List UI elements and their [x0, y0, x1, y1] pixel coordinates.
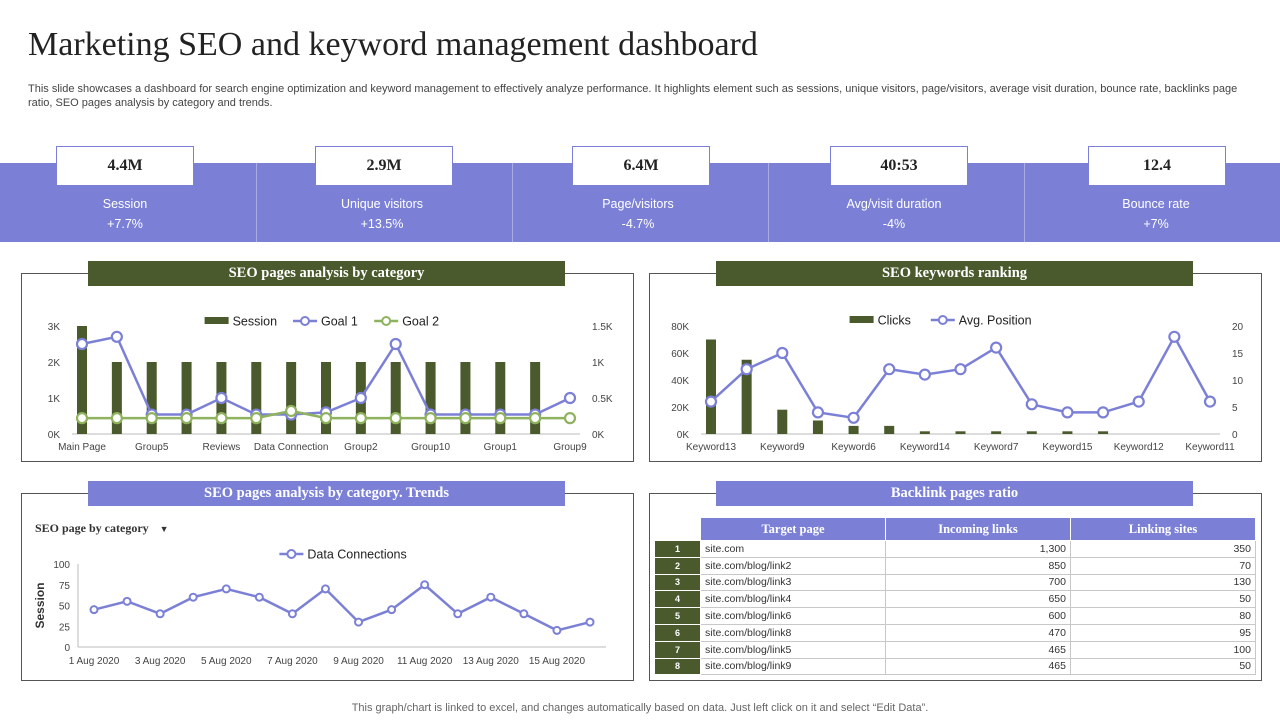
y2-tick-label: 0.5K [592, 394, 613, 405]
data-point [460, 413, 470, 423]
x-tick-label: Group1 [483, 442, 517, 453]
kpi-label: Bounce rate [1122, 197, 1190, 211]
y-tick-label: 80K [671, 322, 689, 333]
kpi-value: 40:53 [830, 146, 968, 186]
legend-swatch [205, 317, 229, 324]
kpi-value: 2.9M [315, 146, 453, 186]
legend-swatch [850, 316, 874, 323]
links-cell: 600 [886, 608, 1071, 625]
kpi-bounce-rate[interactable] [1024, 157, 1280, 242]
x-tick-label: 11 Aug 2020 [396, 656, 453, 667]
page-description: This slide showcases a dashboard for search engine optimization and keyword management to effectively analyze performance. It highlights element such as sessions, unique visitors, page/visitors, average visit duration, bounce rate, backlinks page ratio, SEO pages analysis by category and trends. [28, 83, 1238, 109]
category-dropdown-label: SEO page by category [35, 521, 149, 535]
category-panel-title: SEO pages analysis by category [88, 261, 565, 286]
page-cell: site.com/blog/link2 [701, 557, 886, 574]
x-tick-label: Group9 [553, 442, 587, 453]
legend-marker [939, 316, 947, 324]
data-point [251, 413, 261, 423]
data-point [777, 348, 787, 358]
x-tick-label: Main Page [58, 442, 106, 453]
data-point [223, 585, 230, 592]
y-tick-label: 0K [676, 430, 689, 441]
data-point [182, 413, 192, 423]
kpi-value: 4.4M [56, 146, 194, 186]
data-point [388, 606, 395, 613]
keywords-panel-title: SEO keywords ranking [716, 261, 1193, 286]
data-point [706, 397, 716, 407]
data-point [321, 413, 331, 423]
page-cell: site.com/blog/link5 [701, 641, 886, 658]
bar-clicks [991, 431, 1001, 434]
sites-cell: 350 [1071, 541, 1256, 558]
x-tick-label: Keyword15 [1042, 442, 1093, 453]
bar-clicks [706, 340, 716, 435]
data-point [742, 364, 752, 374]
bar-clicks [920, 431, 930, 434]
data-point [813, 407, 823, 417]
kpi-change: +7% [1143, 217, 1169, 231]
data-point [356, 393, 366, 403]
bar-clicks [1027, 431, 1037, 434]
y2-tick-label: 15 [1232, 349, 1244, 360]
data-point [157, 610, 164, 617]
y-tick-label: 100 [53, 560, 70, 571]
data-point [587, 619, 594, 626]
kpi-band [0, 157, 1280, 242]
sites-cell: 80 [1071, 608, 1256, 625]
data-point [920, 370, 930, 380]
legend-label: Clicks [877, 313, 911, 328]
legend-label: Data Connections [307, 547, 407, 562]
y-axis-label: Session [33, 582, 47, 629]
x-tick-label: 15 Aug 2020 [528, 656, 586, 667]
data-point [322, 585, 329, 592]
bar-clicks [1062, 431, 1072, 434]
links-cell: 650 [886, 591, 1071, 608]
x-tick-label: 3 Aug 2020 [134, 656, 186, 667]
sites-cell: 50 [1071, 591, 1256, 608]
y-tick-label: 75 [58, 580, 70, 592]
x-tick-label: Group5 [135, 442, 169, 453]
y2-tick-label: 20 [1232, 322, 1244, 333]
table-header: Linking sites [1071, 518, 1256, 541]
y-tick-label: 0K [47, 430, 60, 441]
page-cell: site.com/blog/link3 [701, 574, 886, 591]
y2-tick-label: 0K [592, 430, 605, 441]
x-tick-label: Group10 [411, 442, 451, 453]
x-tick-label: Keyword6 [831, 442, 876, 453]
page-cell: site.com/blog/link9 [701, 658, 886, 675]
row-index: 2 [655, 557, 701, 574]
data-point [256, 594, 263, 601]
legend-label: Session [232, 314, 278, 329]
links-cell: 465 [886, 641, 1071, 658]
table-corner [655, 518, 701, 541]
y-tick-label: 1K [47, 394, 60, 405]
kpi-value: 12.4 [1088, 146, 1226, 186]
bar-clicks [956, 431, 966, 434]
legend-label: Goal 1 [321, 314, 358, 329]
bar-clicks [1098, 431, 1108, 434]
sites-cell: 70 [1071, 557, 1256, 574]
sites-cell: 50 [1071, 658, 1256, 675]
category-dropdown[interactable] [35, 521, 169, 536]
data-point [1062, 407, 1072, 417]
x-tick-label: 13 Aug 2020 [462, 656, 519, 667]
row-index: 4 [655, 591, 701, 608]
data-point [124, 598, 131, 605]
data-point [77, 413, 87, 423]
table-header: Incoming links [886, 518, 1071, 541]
x-tick-label: 5 Aug 2020 [200, 656, 252, 667]
bar-session [286, 362, 296, 434]
y-tick-label: 0 [64, 643, 70, 654]
legend-marker [382, 317, 390, 325]
bar-clicks [777, 410, 787, 434]
row-index: 8 [655, 658, 701, 675]
table-row [655, 608, 1256, 625]
row-index: 7 [655, 641, 701, 658]
data-point [356, 413, 366, 423]
kpi-label: Page/visitors [602, 197, 674, 211]
legend-label: Avg. Position [958, 313, 1032, 328]
data-point [1027, 399, 1037, 409]
footer-note: This graph/chart is linked to excel, and changes automatically based on data. Just left click on it and select “Edit Data”. [351, 702, 929, 714]
data-point [391, 339, 401, 349]
row-index: 3 [655, 574, 701, 591]
row-index: 6 [655, 624, 701, 641]
table-row [655, 658, 1256, 675]
page-cell: site.com/blog/link8 [701, 624, 886, 641]
data-point [216, 393, 226, 403]
data-point [286, 406, 296, 416]
data-point [454, 610, 461, 617]
table-row [655, 541, 1256, 558]
data-point [495, 413, 505, 423]
links-cell: 850 [886, 557, 1071, 574]
kpi-change: -4% [882, 217, 906, 231]
x-tick-label: Data Connection [253, 442, 329, 453]
kpi-label: Session [102, 197, 148, 211]
kpi-label: Avg/visit duration [846, 197, 942, 211]
data-point [421, 581, 428, 588]
x-tick-label: Keyword12 [1113, 442, 1164, 453]
page-title: Marketing SEO and keyword management dashboard [28, 26, 758, 63]
kpi-label: Unique visitors [341, 197, 423, 211]
data-point [112, 332, 122, 342]
y-tick-label: 60K [671, 349, 689, 360]
bar-clicks [813, 421, 823, 435]
y2-tick-label: 1.5K [592, 322, 613, 333]
sites-cell: 130 [1071, 574, 1256, 591]
backlinks-panel-title: Backlink pages ratio [716, 481, 1193, 506]
backlinks-table [654, 517, 1256, 675]
data-point [849, 413, 859, 423]
table-row [655, 591, 1256, 608]
y2-tick-label: 1K [592, 358, 605, 369]
x-tick-label: Keyword7 [973, 442, 1019, 453]
x-tick-label: Keyword11 [1185, 442, 1235, 453]
y-tick-label: 40K [671, 376, 689, 387]
data-point [77, 339, 87, 349]
page-cell: site.com [701, 541, 886, 558]
data-point [565, 413, 575, 423]
kpi-change: +13.5% [360, 217, 404, 231]
y2-tick-label: 0 [1232, 430, 1238, 441]
data-point [487, 594, 494, 601]
legend-label: Goal 2 [402, 314, 440, 329]
data-point [991, 343, 1001, 353]
data-point [112, 413, 122, 423]
kpi-page-visitors[interactable] [512, 157, 769, 242]
row-index: 1 [655, 541, 701, 558]
y-tick-label: 3K [47, 322, 60, 333]
kpi-avg-visit-duration[interactable] [768, 157, 1025, 242]
row-index: 5 [655, 608, 701, 625]
kpi-change: -4.7% [621, 217, 655, 231]
data-point [1098, 407, 1108, 417]
y-tick-label: 20K [671, 403, 689, 414]
kpi-unique-visitors[interactable] [256, 157, 513, 242]
table-row [655, 624, 1256, 641]
data-point [1169, 332, 1179, 342]
links-cell: 465 [886, 658, 1071, 675]
x-tick-label: Group2 [344, 442, 378, 453]
x-tick-label: Keyword9 [760, 442, 805, 453]
y-tick-label: 25 [58, 622, 70, 634]
data-point [216, 413, 226, 423]
x-tick-label: Reviews [202, 442, 241, 453]
data-point [391, 413, 401, 423]
table-header: Target page [701, 518, 886, 541]
data-point [426, 413, 436, 423]
trends-panel-title: SEO pages analysis by category. Trends [88, 481, 565, 506]
sites-cell: 95 [1071, 624, 1256, 641]
trends-chart[interactable] [22, 540, 632, 678]
keywords-chart[interactable] [650, 300, 1260, 458]
kpi-value: 6.4M [572, 146, 710, 186]
table-row [655, 574, 1256, 591]
x-tick-label: Keyword14 [899, 442, 950, 453]
data-point [884, 364, 894, 374]
links-cell: 470 [886, 624, 1071, 641]
y2-tick-label: 10 [1232, 376, 1244, 387]
data-point [956, 364, 966, 374]
bar-clicks [884, 426, 894, 434]
legend-marker [287, 550, 295, 558]
data-point [1205, 397, 1215, 407]
x-tick-label: 9 Aug 2020 [333, 656, 384, 667]
data-point [289, 610, 296, 617]
data-point [520, 610, 527, 617]
x-tick-label: 7 Aug 2020 [267, 656, 318, 667]
data-point [553, 627, 560, 634]
links-cell: 1,300 [886, 541, 1071, 558]
data-point [565, 393, 575, 403]
x-tick-label: 1 Aug 2020 [68, 656, 120, 667]
category-chart[interactable] [22, 300, 632, 458]
table-row [655, 557, 1256, 574]
legend-marker [301, 317, 309, 325]
y2-tick-label: 5 [1232, 403, 1238, 414]
page-cell: site.com/blog/link6 [701, 608, 886, 625]
links-cell: 700 [886, 574, 1071, 591]
x-tick-label: Keyword13 [685, 442, 737, 453]
data-point [147, 413, 157, 423]
data-point [530, 413, 540, 423]
chevron-down-icon: ▼ [159, 524, 169, 534]
data-point [190, 594, 197, 601]
sites-cell: 100 [1071, 641, 1256, 658]
page-cell: site.com/blog/link4 [701, 591, 886, 608]
kpi-session[interactable] [0, 157, 256, 242]
table-row [655, 641, 1256, 658]
bar-clicks [849, 426, 859, 434]
y-tick-label: 50 [58, 601, 70, 613]
y-tick-label: 2K [47, 358, 60, 369]
series-line-data-connections [94, 585, 590, 631]
kpi-change: +7.7% [107, 217, 143, 231]
data-point [91, 606, 98, 613]
data-point [1134, 397, 1144, 407]
data-point [355, 619, 362, 626]
